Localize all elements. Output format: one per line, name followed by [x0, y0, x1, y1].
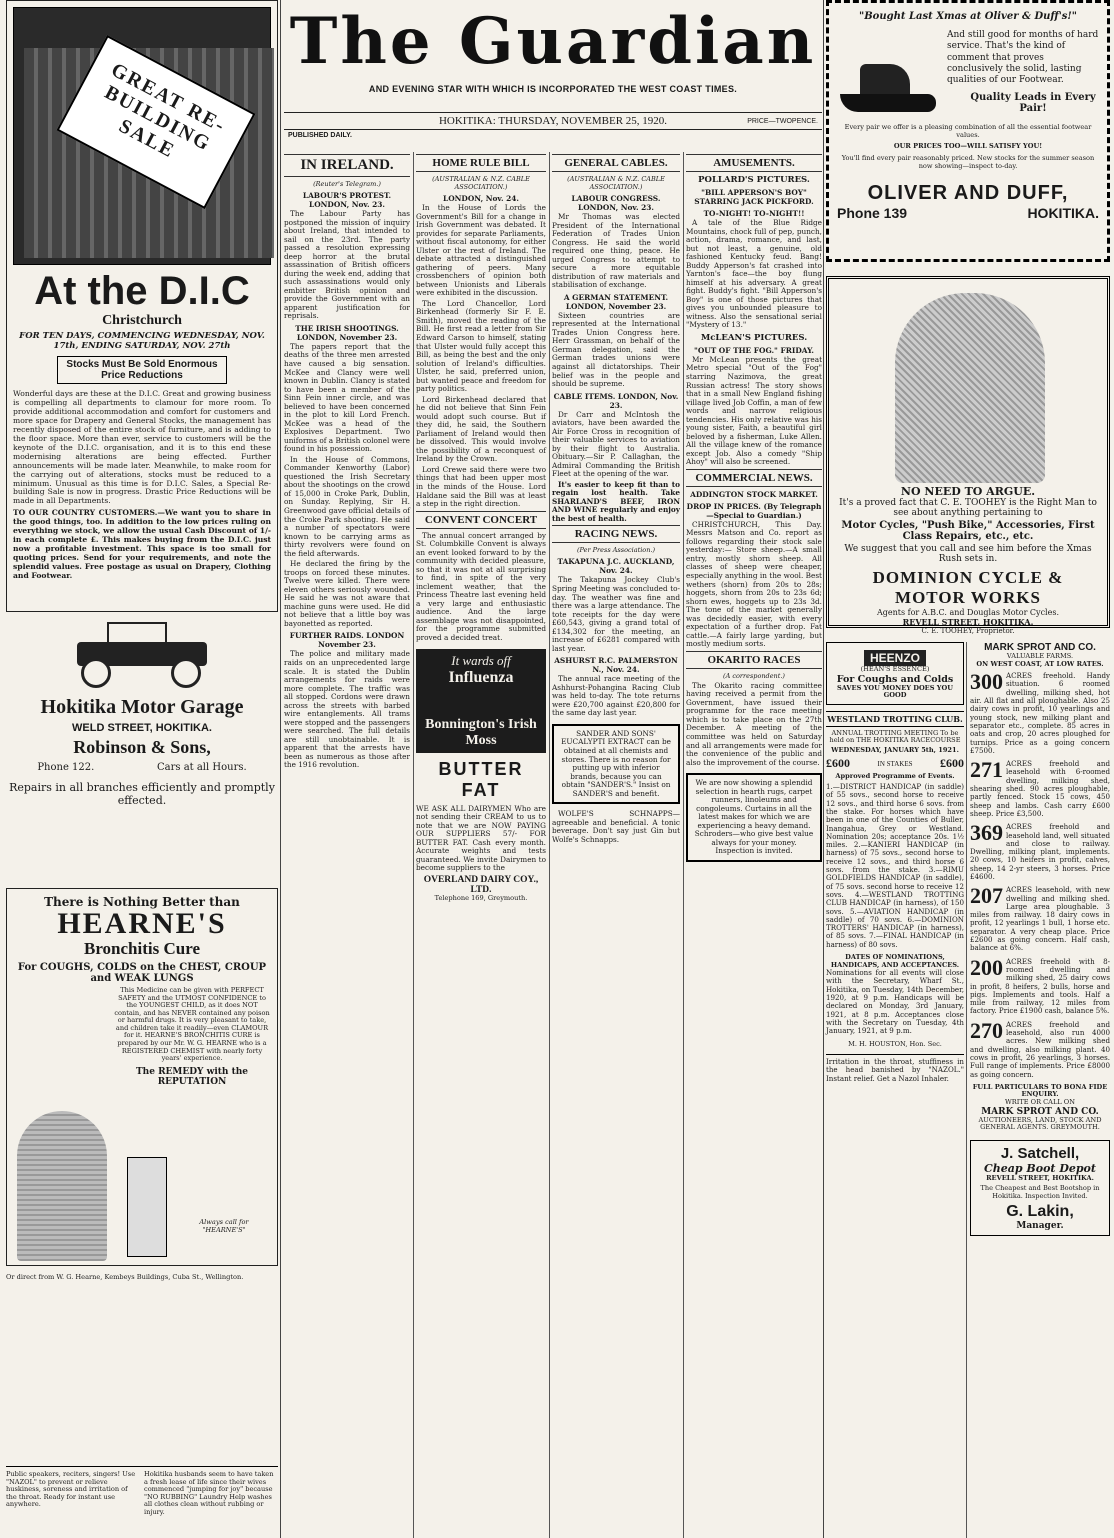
ireland-headline: IN IRELAND.	[284, 154, 410, 177]
farm-entry	[970, 669, 1110, 755]
dateline	[284, 112, 822, 130]
homerule-para-1: In the House of Lords the Government's Bill for a change in Irish Government was debated. It provides for separate Parliaments, without fiscal autonomy, for either Ulster or the rest of Ireland. The debate attracted a distinguished gathering of peers. Many crossbenchers of opinion both between Unionists and Liberals were exhibited in the discussion.	[416, 203, 546, 298]
ireland-byline: (Reuter's Telegram.)	[313, 180, 381, 188]
heenzo-for: For Coughs and Colds	[836, 673, 954, 685]
hearne-remedy: The REMEDY with the REPUTATION	[135, 1066, 249, 1087]
cycle-items: Motor Cycles, "Push Bike," Accessories, First Class Repairs, etc., etc.	[841, 520, 1095, 542]
farm-acres: 207	[970, 883, 1003, 909]
heenzo-sub: (HEAN'S ESSENCE)	[860, 665, 930, 673]
satchell-name: J. Satchell,	[1000, 1144, 1080, 1162]
ireland-sub-3: FURTHER RAIDS. LONDON November 23.	[289, 631, 405, 650]
ireland-column	[284, 152, 410, 1538]
general-cables-column	[552, 152, 680, 1538]
oliver-name: OLIVER AND DUFF,	[867, 182, 1069, 205]
no-rubbing-ad: Hokitika husbands seem to have taken a fresh lease of life since their wives commenced "jumping for joy" because "NO RUBBING" Laundry Help washes all clothes clean without rubbing or injury.	[144, 1470, 274, 1516]
farm-text: ACRES freehold and leasehold, also run 4000 acres. New milking shed and dwelling, also milking plant. 40 cows in profit, 26 yearlings, 3 horses. Full range of implements. Price £8000 as going concern.	[970, 1019, 1110, 1079]
ireland-sub-2: THE IRISH SHOOTINGS. LONDON, November 23.	[295, 323, 399, 342]
hearne-body: This Medicine can be given with PERFECT SAFETY and the UTMOST CONFIDENCE to the YOUNGEST CHILD, as it does NOT contain, and has NEVER contained any poison or harmful drugs. It is very pleasant to take, and children take it readily—even CLAMOUR for it. HEARNE'S BRONCHITIS CURE is prepared by our Mr. W. G. HEARNE who is a REGISTERED CHEMIST with nearly forty years' experience.	[114, 986, 270, 1063]
homerule-sub-1: LONDON, Nov. 24.	[443, 194, 519, 203]
ireland-para-1: The Labour Party has postponed the mission of inquiry about Ireland, that intended to sail on the 23rd. The party passed a resolution expressing deep horror at the brutal assassination of British officers during the week end, adding that such assassinations would only embitter British opinion and provide the Government with an apparent justification for reprisals.	[284, 209, 410, 321]
satchell-manager: Manager.	[1016, 1221, 1064, 1232]
homerule-para-4: Lord Crewe said there were two things that had been upper most in the minds of the House. Lord Haldane said the Bill was at least a step in the right direction.	[416, 464, 546, 509]
farm-acres: 369	[970, 820, 1003, 846]
medicine-bottle-illustration	[127, 1157, 167, 1257]
satchell-depot: Cheap Boot Depot	[984, 1161, 1096, 1175]
pollard-sub: "BILL APPERSON'S BOY" STARRING JACK PICKFORD.	[694, 188, 814, 206]
garage-owners: Robinson & Sons,	[73, 737, 211, 757]
commercial-headline: COMMERCIAL NEWS.	[686, 469, 822, 487]
column-rule	[823, 0, 824, 1538]
wolfe-ad: WOLFE'S SCHNAPPS—agreeable and beneficial. A tonic beverage. Don't say just Gin but Wolfe's Schnapps.	[552, 809, 680, 844]
farm-text: ACRES leasehold, with new dwelling and milking shed. Large area ploughable. 3 miles from railway. 18 dairy cows in profit, 12 yearlings 1 bull, 1 horse etc. separator. A very cheap place. Price £2600 as going concern. Half cash, balance at 6%.	[970, 885, 1110, 953]
farm-entry	[970, 820, 1110, 881]
garage-street: WELD STREET, HOKITIKA.	[72, 722, 212, 734]
okarito-byline: (A correspondent.)	[723, 671, 785, 680]
farm-entry	[970, 954, 1110, 1016]
cables-para-2: Sixteen countries are represented at the International Trades Union Congress here. Herr Grassman, on behalf of the German delegation, said the German trades unions were against all dictatorships. Their belief was in the people and should be supreme.	[552, 310, 680, 389]
right-lower-split	[826, 642, 1110, 1538]
dic-city: Christchurch	[102, 313, 182, 328]
influenza-line-2: Influenza	[448, 668, 514, 686]
cables-byline: (AUSTRALIAN & N.Z. CABLE ASSOCIATION.)	[567, 175, 665, 191]
garage-title: Hokitika Motor Garage	[40, 696, 244, 718]
farm-text: ACRES freehold. Handy situation. 6 roomed dwelling, milking shed, hot air. All flat and all ploughable. Also 25 dairy cows in profit, 10 yearlings and young stock, new milking plant and separator etc., complete. 85 acres in oats and crop, 20 acres ploughed for turnips. Price as a going concern £7500.	[970, 671, 1110, 755]
sprot-write: WRITE OR CALL ON	[1005, 1097, 1075, 1106]
cycle-street: REVELL STREET, HOKITIKA.	[902, 617, 1034, 627]
oliver-stocks: You'll find every pair reasonably priced. New stocks for the summer season now showing—inspect to-day.	[841, 153, 1095, 170]
trotting-date: WEDNESDAY, JANUARY 5th, 1921.	[831, 745, 959, 754]
satchell-manager-name: G. Lakin,	[1006, 1203, 1074, 1221]
dic-sale-dates: FOR TEN DAYS, COMMENCING WEDNESDAY, NOV. 17th, ENDING SATURDAY, NOV. 27th	[19, 331, 265, 351]
hearne-title: HEARNE'S	[57, 907, 227, 940]
amusements-column	[686, 152, 822, 1538]
farm-acres: 300	[970, 669, 1003, 695]
paper-subtitle: AND EVENING STAR WITH WHICH IS INCORPORATED THE WEST COAST TIMES.	[368, 84, 738, 94]
right-column	[826, 0, 1110, 1538]
sprot-coast: ON WEST COAST, AT LOW RATES.	[976, 659, 1104, 668]
pollard-para: A tale of the Blue Ridge Mountains, chock full of pep, punch, action, drama, romance, and last, but not least, a genuine, old fashioned Kentucky feud. Bang! Buddy Apperson's fat crashed into Yarnton's face—the boy flung himself at his adversary. A great fight. Buddy's fight. "Bill Apperson's Boy" is one of those pictures that gives you unbounded pleasure to witness. Also the sensational serial "Mystery of 13."	[686, 218, 822, 330]
racing-headline: RACING NEWS.	[552, 525, 680, 543]
heenzo-save: SAVES YOU MONEY DOES YOU GOOD	[837, 683, 953, 700]
racing-byline: (Per Press Association.)	[577, 546, 655, 555]
car-icon	[67, 620, 217, 690]
farm-list	[970, 669, 1110, 1079]
overland-dairy: OVERLAND DAIRY COY., LTD.	[423, 874, 539, 895]
oliver-price: OUR PRICES TOO—WILL SATISFY YOU!	[893, 142, 1043, 151]
dominion-cycle-advertisement	[826, 276, 1110, 635]
cables-para-1: Mr Thomas was elected President of the International Federation of Trades Union Congress. He said the world required one thing, peace. He urged Congress to attempt to secure a more equitable distribution of raw materials and stabilisation of exchange.	[552, 212, 680, 290]
cycle-body: It's a proved fact that C. E. TOOHEY is the Right Man to see about anything pertaining to	[839, 498, 1097, 518]
sharland-ad: It's easier to keep fit than to regain lost health. Take SHARLAND'S BEEF, IRON AND WINE regularly and enjoy the best of health.	[552, 479, 680, 523]
left-column	[6, 0, 278, 1538]
dic-advertisement	[6, 0, 278, 612]
cycle-owner: C. E. TOOHEY, Proprietor.	[921, 627, 1015, 635]
dairy-phone: Telephone 169, Greymouth.	[434, 893, 528, 902]
sprot-full: FULL PARTICULARS TO BONA FIDE ENQUIRY.	[972, 1082, 1108, 1099]
racing-para-1: The Takapuna Jockey Club's Spring Meeting was concluded to-day. The weather was fine and there was a large attendance. The tote receipts for the day were £60,543, giving a grand total of £134,302 for the meeting, an increase of £6281 compared with last year.	[552, 575, 680, 653]
ireland-para-3: In the House of Commons, Commander Kenworthy (Labor) questioned the Irish Secretary about the shootings on the crowd of 15,000 in Croke Park, Dublin, on Sunday. Replying, Sir H. Greenwood gave official details of the Croke Park shooting. He said a number of spectators were known to be carrying arms as thirty revolvers were found on the field afterwards.	[284, 454, 410, 558]
farm-entry	[970, 757, 1110, 818]
nazol-ad: Public speakers, reciters, singers! Use "NAZOL" to prevent or relieve huskiness, soreness and irritation of the throat. Ready for instant use anywhere.	[6, 1470, 136, 1509]
shoe-icon	[840, 64, 936, 124]
influenza-brand: Bonnington's Irish Moss	[425, 716, 537, 748]
farm-acres: 271	[970, 757, 1003, 783]
ireland-para-5: The police and military made raids on an unprecedented large scale. It is stated the Dublin arrangements for raids were more complete. The traffic was all stopped. Cordons were drawn across the streets with barbed wire entanglements. All trams were stopped and the passengers were searched. The full details are still unobtainable. It is apparent that the arrests have been as numerous as those after the 1916 revolution.	[284, 649, 410, 770]
sprot-column	[970, 642, 1110, 1538]
sale-sign: GREAT RE-BUILDING SALE	[56, 35, 255, 209]
stakes-left: £600	[826, 756, 850, 771]
influenza-ad	[416, 649, 546, 753]
pollard-title: POLLARD'S PICTURES.	[698, 175, 810, 185]
farm-text: ACRES freehold with 8-roomed dwelling and milking shed, 25 dairy cows in profit, 8 heifers, 2 bulls, horse and pigs. Implements and tools. Half a mile from railway, 12 miles from factory. Price £1900 cash, balance 5%.	[970, 956, 1110, 1016]
dic-country-customers: TO OUR COUNTRY CUSTOMERS.—We want you to share in the good things, too. In addition to the low prices ruling on everything we stock, we allow the usual Cash Discount of 1/- in each complete £. This makes buying from the D.I.C. just now a profitable investment. This space is too small for quoting prices. Send for your requirements, and note the splendid values. Free postage as usual on Drapery, Clothing and Footwear.	[13, 508, 271, 581]
published-daily: PUBLISHED DAILY.	[288, 132, 352, 139]
homerule-para-3: Lord Birkenhead declared that he did not believe that Sinn Fein would adopt such course. But if they did, he said, the Southern Parliament of Ireland would then be dissolved. This would involve the possibility of a reconquest of Ireland by the Crown.	[416, 394, 546, 464]
garage-repairs: Repairs in all branches efficiently and promptly effected.	[9, 781, 275, 807]
price: PRICE—TWOPENCE.	[747, 118, 818, 125]
garage-hours: Cars at all Hours.	[156, 762, 247, 773]
cycle-suggest: We suggest that you call and see him before the Xmas Rush sets in.	[844, 544, 1092, 564]
stakes-right: £600	[940, 756, 964, 771]
ireland-para-4: He declared the firing by the troops on forced these minutes. Twelve were killed. There were eleven others seriously wounded. He said he was not aware that machine guns were used. He did not believe that a little boy was bayonetted as reported.	[284, 559, 410, 628]
satchell-street: REVELL STREET, HOKITIKA.	[986, 1173, 1094, 1182]
man-illustration	[895, 293, 1045, 483]
sprot-title: MARK SPROT AND CO.	[984, 642, 1096, 653]
bottom-small-ads	[6, 1466, 278, 1538]
dic-body: Wonderful days are these at the D.I.C. Great and growing business is compelling all departments to clamour for more room. To provide additional accommodation and comfort for customers and more space for Drapery and General Stocks, the management has recently disposed of the entire stock of furniture, and is adding to the floor space. More than ever, service to customers will be the keynote of the D.I.C. organisation, and it is to this end these modernising alterations are being effected. Further announcements will be made later. Meanwhile, to make room for the carrying out of alterations, stocks must be reduced to a minimum. Unusual as this time is for D.I.C. Sales, a Special Re-building Sale is now in progress. Drastic Price Reductions will be made in all Departments.	[13, 389, 271, 506]
dic-store-illustration	[13, 7, 271, 265]
paper-title: The Guardian	[289, 4, 817, 79]
oliver-duff-advertisement	[826, 0, 1110, 268]
heenzo-ad	[826, 642, 964, 705]
hearne-for: For COUGHS, COLDS on the CHEST, CROUP and WEAK LUNGS	[17, 962, 267, 984]
date: HOKITIKA: THURSDAY, NOVEMBER 25, 1920.	[438, 115, 668, 127]
racing-para-2: The annual race meeting of the Ashhurst-Pohangina Racing Club was held to-day. The tote returns were £20,700 against £20,800 for the same day last year.	[552, 674, 680, 718]
farm-text: ACRES freehold and leasehold with 6-roomed dwelling, milking shed, shearing shed. 90 acres ploughable, partly fenced. Stock 15 cows, 450 sheep and lambs. Cash carry £600 sheep. Price £3,500.	[970, 759, 1110, 818]
oliver-quality: Quality Leads in Every Pair!	[970, 92, 1096, 115]
oliver-head: "Bought Last Xmas at Oliver & Duff's!"	[859, 11, 1077, 22]
hearne-advertisement	[6, 888, 278, 1266]
cables-sub-2: A GERMAN STATEMENT. LONDON, November 23.	[563, 292, 669, 311]
main-news-area	[284, 0, 822, 1538]
farm-acres: 270	[970, 1017, 1003, 1043]
motor-garage-advertisement	[6, 620, 278, 888]
homerule-byline: (AUSTRALIAN & N.Z. CABLE ASSOCIATION.)	[432, 175, 530, 191]
dic-title: At the D.I.C	[34, 269, 250, 313]
hearne-always: Always call for "HEARNE'S"	[199, 1218, 249, 1234]
stakes-mid: IN STAKES	[877, 759, 913, 768]
mclean-para: Mr McLean presents the great Metro special "Out of the Fog" starring Nazimova, the great Russian actress! The story shows that in a small New England fishing village lived Job Coffin, a man of few words and narrow religious tendencies. His only relative was his young sister, Faith, a beautiful girl beloved by a fisherman, Luke Allen. All the village knew of the romance except Job. Also a comedy "Ship Ahoy" will also be screened.	[686, 354, 822, 467]
farm-entry	[970, 883, 1110, 953]
cycle-head: NO NEED TO ARGUE.	[900, 485, 1036, 498]
cycle-name: DOMINION CYCLE & MOTOR WORKS	[872, 568, 1064, 607]
trotting-column	[826, 642, 964, 1538]
masthead	[284, 0, 822, 112]
trotting-prog: Approved Programme of Events.	[835, 772, 955, 781]
tonight: TO-NIGHT! TO-NIGHT!!	[703, 209, 805, 218]
oliver-body: And still good for months of hard service. That's the kind of comment that proves conclusively the solid, lasting qualities of our Footwear.	[947, 30, 1099, 85]
hearne-lead: There is Nothing Better than	[44, 895, 240, 909]
hearne-product: Bronchitis Cure	[83, 939, 201, 958]
trotting-meet: ANNUAL TROTTING MEETING To be held on THE HOKITIKA RACECOURSE	[829, 728, 961, 745]
cables-sub-3: CABLE ITEMS. LONDON, Nov. 23.	[553, 391, 679, 410]
commercial-para: CHRISTCHURCH, This Day. Messrs Matson and Co. report as follows regarding their stock sale yesterday:— Store sheep.—A small entry, mostly shorn sheep. All classes of sheep were cheaper, especially anything in the wool. Best wethers (shorn) from 20s to 28s; hoggets, shorn from 20s to 23s 6d; shorn ewes, hoggets up to 23s 3d. The tone of the market generally was decidedly easier, with every expectation of a further drop. Fat cattle.—A fairly large yarding, but mostly medium sorts.	[686, 519, 822, 649]
racing-sub-2: ASHURST R.C. PALMERSTON N., Nov. 24.	[554, 656, 678, 675]
oliver-phone: Phone 139	[837, 205, 908, 222]
butter-fat-title: BUTTER FAT	[438, 758, 524, 800]
sprot-sub: VALUABLE FARMS.	[1006, 652, 1074, 660]
commercial-sub-2: DROP IN PRICES. (By Telegraph—Special to Guardian.)	[686, 501, 822, 520]
woman-illustration	[17, 1111, 107, 1261]
farm-acres: 200	[970, 954, 1003, 980]
home-rule-column	[416, 152, 546, 1538]
garage-phone: Phone 122.	[37, 762, 95, 773]
oliver-note: Every pair we offer is a pleasing combination of all the essential footwear values.	[844, 123, 1092, 139]
okarito-para: The Okarito racing committee having received a permit from the Government, have issued their programme for the race meeting which is to take place on the 27th December. A meeting of the committee was held on Saturday and all arrangements were made for the convenience of the public and also the improvement of the course.	[686, 680, 822, 767]
dic-price-box: Stocks Must Be Sold Enormous Price Reductions	[57, 356, 227, 384]
farm-text: ACRES freehold and leasehold land, well situated and close to railway. Dwelling, milking plant, implements. 20 cows, 10 heifers in profit, calves, sheep, 14 2-yr steers, 3 horses. Price £4600.	[970, 822, 1110, 881]
heenzo-title: HEENZO	[864, 650, 926, 666]
mclean-title: McLEAN'S PICTURES.	[700, 332, 808, 343]
ireland-para-2: The papers report that the deaths of the three men arrested have caused a big sensation. McKee and Clancy were well known in Dublin. Clancy is stated to have been a member of the Sinn Fein inner circle, and was believed to have been concerned in the plot to kill Lord French. McKee was a head of the Explosives Department. Two uniforms of a British colonel were found in his possession.	[284, 341, 410, 454]
influenza-line-1: It wards off	[451, 652, 511, 668]
racing-sub-1: TAKAPUNA J.C. AUCKLAND, Nov. 24.	[557, 557, 675, 576]
trotting-dates: DATES OF NOMINATIONS, HANDICAPS, AND ACCEPTANCES.	[830, 952, 960, 969]
nazol-note: Irritation in the throat, stuffiness in the head banished by "NAZOL." Instant relief. Get a Nazol Inhaler.	[826, 1054, 964, 1083]
homerule-para-2: The Lord Chancellor, Lord Birkenhead (formerly Sir F. E. Smith), moved the reading of the Bill. He first read a letter from Sir Edward Carson to himself, stating that Ulster would fully accept this Bill, as being the best and the only solution of Ireland's difficulties. Ulster, he said, preferred union, but wanted peace and freedom for party politics.	[416, 298, 546, 394]
trotting-title: WESTLAND TROTTING CLUB.	[826, 711, 964, 727]
sprot-role: AUCTIONEERS, LAND, STOCK AND GENERAL AGENTS. GREYMOUTH.	[978, 1115, 1102, 1132]
satchell-ad	[970, 1140, 1110, 1237]
farm-entry	[970, 1017, 1110, 1079]
ireland-sub-1: LABOUR'S PROTEST. LONDON, Nov. 23.	[302, 191, 392, 209]
homerule-headline: HOME RULE BILL	[416, 154, 546, 172]
convent-para: The annual concert arranged by St. Columbkille Convent is always an event looked forward to by the community with decided pleasure, so that it was not at all surprising to find, in spite of the very inclement weather, that the Princess Theatre last evening held a very large and enthusiastic audience. And the large assemblage was not disappointed, for the programme submitted proved a decided treat.	[416, 530, 546, 642]
mclean-sub: "OUT OF THE FOG." FRIDAY.	[694, 345, 814, 355]
cables-sub-1: LABOUR CONGRESS. LONDON, Nov. 23.	[571, 194, 661, 212]
okarito-headline: OKARITO RACES	[686, 651, 822, 669]
news-columns	[284, 152, 822, 1538]
trotting-events: 1.—DISTRICT HANDICAP (in saddle) of 55 sovs., second horse to receive 12 sovs., and third horse 6 sovs. from the stake. For horses which have been in one of the Counties of Buller, Inangahua, Grey or Westland. Nomination 20s; acceptance 20s. 1½ miles. 2.—KANIERI HANDICAP (in harness) of 75 sovs., second horse to receive 12 sovs., and third horse 6 sovs. from the stake. 3.—RIMU GOLDFIELDS HANDICAP (in saddle), of 75 sovs. second horse to receive 12 sovs. 4.—WESTLAND TROTTING CLUB HANDICAP (in harness), of 150 sovs. 5.—AVIATION HANDICAP (in saddle) of 70 sovs. 6.—DOMINION TROTTERS' HANDICAP (in harness), of 85 sovs. 7.—FINAL HANDICAP (in harness) of 80 sovs.	[826, 782, 964, 949]
oliver-town: HOKITIKA.	[1027, 205, 1099, 222]
commercial-sub: ADDINGTON STOCK MARKET.	[690, 489, 818, 499]
cables-para-3: Dr Carr and McIntosh the aviators, have been awarded the Air Force Cross in recognition of their valuable services to aviation by their flight to Australia. Obituary.—Sir P. Callaghan, the Admiral Commanding the British Fleet at the opening of the war.	[552, 409, 680, 479]
butter-fat-body: WE ASK ALL DAIRYMEN Who are not sending their CREAM to us to note that we are NOW PAYING OUR SUPPLIERS 57/- FOR BUTTER FAT. Cash every month. Accurate weights and tests guaranteed. We invite Dairymen to become suppliers to the	[416, 803, 546, 873]
cables-headline: GENERAL CABLES.	[552, 154, 680, 172]
hearne-direct: Or direct from W. G. Hearne, Kembeys Buildings, Cuba St., Wellington.	[6, 1273, 244, 1281]
sprot-name: MARK SPROT AND CO.	[981, 1106, 1099, 1117]
column-rule	[280, 0, 281, 1538]
sander-ad: SANDER AND SONS' EUCALYPTI EXTRACT can be obtained at all chemists and stores. There is no reason for putting up with inferior brands, because you can obtain "SANDER'S." Insist on SANDER'S and benefit.	[552, 724, 680, 804]
satchell-cheapest: The Cheapest and Best Bootshop in Hokitika. Inspection Invited.	[980, 1184, 1100, 1200]
amusements-headline: AMUSEMENTS.	[686, 154, 822, 172]
trotting-sec: M. H. HOUSTON, Hon. Sec.	[848, 1039, 942, 1048]
trotting-dates-body: Nominations for all events will close with the Secretary, Wharf St., Hokitika, on Tuesday, 14th December, 1920, at 9 p.m. Handicaps will be declared on Monday, 3rd January, 1921, at 8 p.m. Acceptances close with the Secretary on Tuesday, 4th January, 1921, at 9 p.m.	[826, 968, 964, 1036]
convent-headline: CONVENT CONCERT	[416, 511, 546, 529]
schroders-ad: We are now showing a splendid selection in hearth rugs, carpet runners, linoleums and congoleums. Curtains in all the latest makes for which we are experiencing a heavy demand. Schroders—who give best value always for your money. Inspection is invited.	[686, 773, 822, 862]
cycle-agents: Agents for A.B.C. and Douglas Motor Cycles.	[877, 608, 1059, 617]
